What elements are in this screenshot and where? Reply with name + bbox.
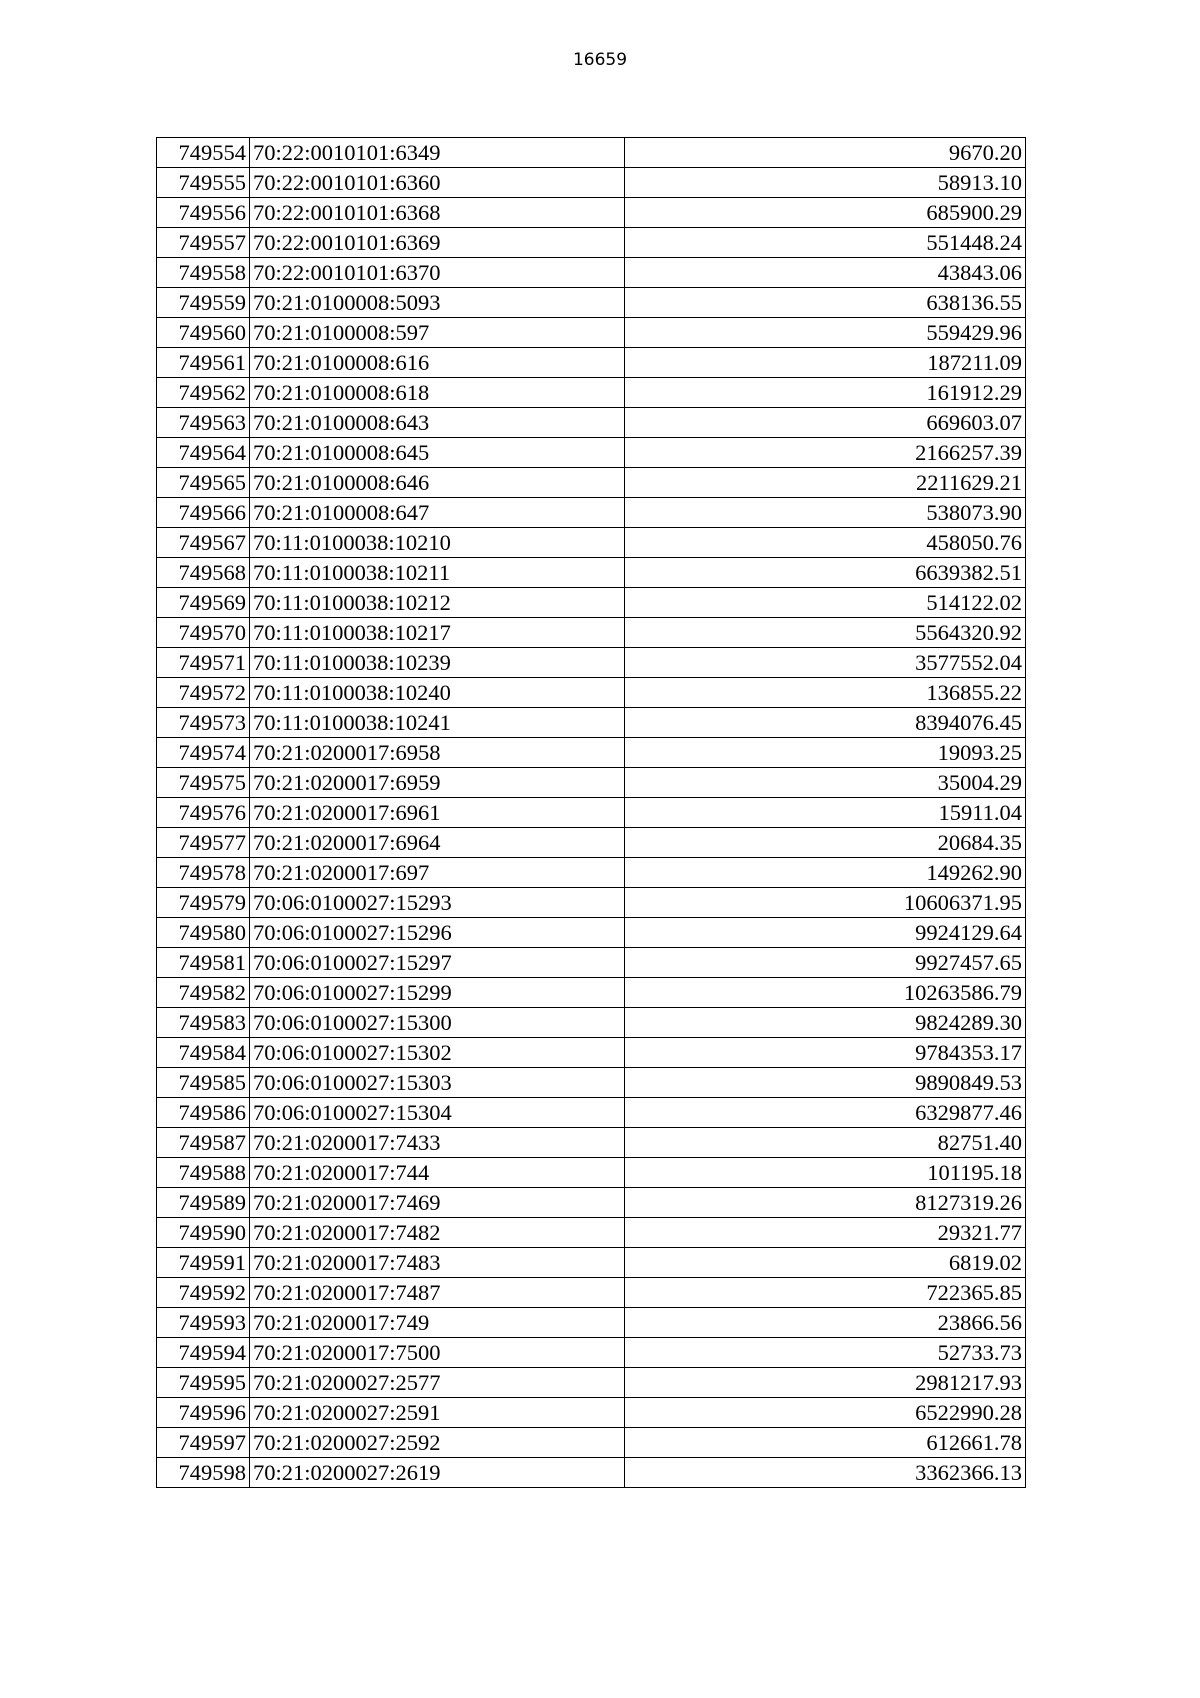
row-number-cell: 749598 [157, 1458, 250, 1488]
value-cell: 9824289.30 [625, 1008, 1026, 1038]
cadastral-number-cell: 70:06:0100027:15297 [250, 948, 625, 978]
value-cell: 9890849.53 [625, 1068, 1026, 1098]
table-row [157, 1458, 1026, 1488]
value-cell: 638136.55 [625, 288, 1026, 318]
cadastral-number-cell: 70:22:0010101:6368 [250, 198, 625, 228]
value-cell: 58913.10 [625, 168, 1026, 198]
row-number-cell: 749570 [157, 618, 250, 648]
value-cell: 19093.25 [625, 738, 1026, 768]
cadastral-number-cell: 70:21:0200017:7482 [250, 1218, 625, 1248]
cadastral-number-cell: 70:22:0010101:6369 [250, 228, 625, 258]
value-cell: 2166257.39 [625, 438, 1026, 468]
cadastral-number-cell: 70:21:0200017:7433 [250, 1128, 625, 1158]
table-row [157, 408, 1026, 438]
value-cell: 9924129.64 [625, 918, 1026, 948]
value-cell: 6639382.51 [625, 558, 1026, 588]
row-number-cell: 749556 [157, 198, 250, 228]
table-row [157, 318, 1026, 348]
row-number-cell: 749588 [157, 1158, 250, 1188]
row-number-cell: 749558 [157, 258, 250, 288]
table-row [157, 1248, 1026, 1278]
row-number-cell: 749565 [157, 468, 250, 498]
value-cell: 9927457.65 [625, 948, 1026, 978]
value-cell: 514122.02 [625, 588, 1026, 618]
table-row [157, 828, 1026, 858]
table-row [157, 798, 1026, 828]
row-number-cell: 749554 [157, 138, 250, 168]
row-number-cell: 749595 [157, 1368, 250, 1398]
table-row [157, 678, 1026, 708]
row-number-cell: 749574 [157, 738, 250, 768]
value-cell: 5564320.92 [625, 618, 1026, 648]
row-number-cell: 749561 [157, 348, 250, 378]
value-cell: 8394076.45 [625, 708, 1026, 738]
cadastral-number-cell: 70:21:0200017:7500 [250, 1338, 625, 1368]
table-row [157, 978, 1026, 1008]
table-row [157, 228, 1026, 258]
row-number-cell: 749578 [157, 858, 250, 888]
value-cell: 458050.76 [625, 528, 1026, 558]
value-cell: 101195.18 [625, 1158, 1026, 1188]
cadastral-number-cell: 70:11:0100038:10212 [250, 588, 625, 618]
value-cell: 685900.29 [625, 198, 1026, 228]
cadastral-number-cell: 70:21:0200017:744 [250, 1158, 625, 1188]
value-cell: 538073.90 [625, 498, 1026, 528]
row-number-cell: 749566 [157, 498, 250, 528]
row-number-cell: 749586 [157, 1098, 250, 1128]
table-row [157, 1188, 1026, 1218]
value-cell: 9784353.17 [625, 1038, 1026, 1068]
cadastral-number-cell: 70:22:0010101:6360 [250, 168, 625, 198]
row-number-cell: 749571 [157, 648, 250, 678]
table-row [157, 1308, 1026, 1338]
table-row [157, 558, 1026, 588]
value-cell: 9670.20 [625, 138, 1026, 168]
row-number-cell: 749557 [157, 228, 250, 258]
row-number-cell: 749568 [157, 558, 250, 588]
table-row [157, 768, 1026, 798]
value-cell: 23866.56 [625, 1308, 1026, 1338]
row-number-cell: 749575 [157, 768, 250, 798]
row-number-cell: 749592 [157, 1278, 250, 1308]
row-number-cell: 749577 [157, 828, 250, 858]
value-cell: 8127319.26 [625, 1188, 1026, 1218]
cadastral-number-cell: 70:22:0010101:6370 [250, 258, 625, 288]
table-row [157, 198, 1026, 228]
value-cell: 10606371.95 [625, 888, 1026, 918]
table-row [157, 1218, 1026, 1248]
cadastral-number-cell: 70:06:0100027:15296 [250, 918, 625, 948]
cadastral-number-cell: 70:11:0100038:10211 [250, 558, 625, 588]
cadastral-number-cell: 70:06:0100027:15304 [250, 1098, 625, 1128]
cadastral-number-cell: 70:11:0100038:10239 [250, 648, 625, 678]
row-number-cell: 749573 [157, 708, 250, 738]
table-row [157, 168, 1026, 198]
table-row [157, 438, 1026, 468]
row-number-cell: 749564 [157, 438, 250, 468]
row-number-cell: 749587 [157, 1128, 250, 1158]
cadastral-number-cell: 70:06:0100027:15299 [250, 978, 625, 1008]
table-row [157, 1278, 1026, 1308]
cadastral-number-cell: 70:21:0100008:616 [250, 348, 625, 378]
value-cell: 149262.90 [625, 858, 1026, 888]
cadastral-number-cell: 70:11:0100038:10240 [250, 678, 625, 708]
row-number-cell: 749572 [157, 678, 250, 708]
row-number-cell: 749567 [157, 528, 250, 558]
cadastral-number-cell: 70:21:0200017:6958 [250, 738, 625, 768]
cadastral-number-cell: 70:21:0200017:7469 [250, 1188, 625, 1218]
value-cell: 2211629.21 [625, 468, 1026, 498]
cadastral-number-cell: 70:11:0100038:10217 [250, 618, 625, 648]
row-number-cell: 749579 [157, 888, 250, 918]
page-number: 16659 [572, 50, 628, 70]
value-cell: 52733.73 [625, 1338, 1026, 1368]
row-number-cell: 749585 [157, 1068, 250, 1098]
table-row [157, 708, 1026, 738]
value-cell: 6522990.28 [625, 1398, 1026, 1428]
row-number-cell: 749563 [157, 408, 250, 438]
cadastral-number-cell: 70:21:0200017:7487 [250, 1278, 625, 1308]
cadastral-number-cell: 70:21:0100008:645 [250, 438, 625, 468]
cadastral-number-cell: 70:21:0200017:6959 [250, 768, 625, 798]
value-cell: 6819.02 [625, 1248, 1026, 1278]
table-row [157, 1338, 1026, 1368]
value-cell: 10263586.79 [625, 978, 1026, 1008]
value-cell: 551448.24 [625, 228, 1026, 258]
table-row [157, 948, 1026, 978]
row-number-cell: 749582 [157, 978, 250, 1008]
cadastral-number-cell: 70:21:0200017:697 [250, 858, 625, 888]
row-number-cell: 749584 [157, 1038, 250, 1068]
table-row [157, 378, 1026, 408]
cadastral-number-cell: 70:11:0100038:10241 [250, 708, 625, 738]
table-row [157, 138, 1026, 168]
cadastral-number-cell: 70:21:0200027:2591 [250, 1398, 625, 1428]
value-cell: 136855.22 [625, 678, 1026, 708]
value-cell: 669603.07 [625, 408, 1026, 438]
row-number-cell: 749597 [157, 1428, 250, 1458]
cadastral-number-cell: 70:21:0200027:2592 [250, 1428, 625, 1458]
row-number-cell: 749580 [157, 918, 250, 948]
row-number-cell: 749581 [157, 948, 250, 978]
cadastral-number-cell: 70:21:0200027:2577 [250, 1368, 625, 1398]
table-row [157, 1128, 1026, 1158]
table-row [157, 528, 1026, 558]
cadastral-number-cell: 70:21:0100008:618 [250, 378, 625, 408]
row-number-cell: 749569 [157, 588, 250, 618]
table-row [157, 918, 1026, 948]
value-cell: 161912.29 [625, 378, 1026, 408]
value-cell: 29321.77 [625, 1218, 1026, 1248]
table-row [157, 1398, 1026, 1428]
value-cell: 15911.04 [625, 798, 1026, 828]
value-cell: 3362366.13 [625, 1458, 1026, 1488]
value-cell: 82751.40 [625, 1128, 1026, 1158]
cadastral-number-cell: 70:06:0100027:15300 [250, 1008, 625, 1038]
cadastral-number-cell: 70:21:0100008:646 [250, 468, 625, 498]
value-cell: 43843.06 [625, 258, 1026, 288]
value-cell: 722365.85 [625, 1278, 1026, 1308]
table-row [157, 1008, 1026, 1038]
row-number-cell: 749555 [157, 168, 250, 198]
value-cell: 2981217.93 [625, 1368, 1026, 1398]
cadastre-table [156, 137, 1026, 1488]
cadastral-number-cell: 70:22:0010101:6349 [250, 138, 625, 168]
value-cell: 20684.35 [625, 828, 1026, 858]
table-body [157, 138, 1026, 1488]
row-number-cell: 749559 [157, 288, 250, 318]
value-cell: 559429.96 [625, 318, 1026, 348]
value-cell: 187211.09 [625, 348, 1026, 378]
value-cell: 6329877.46 [625, 1098, 1026, 1128]
row-number-cell: 749576 [157, 798, 250, 828]
cadastral-number-cell: 70:21:0100008:643 [250, 408, 625, 438]
table-row [157, 618, 1026, 648]
cadastral-number-cell: 70:21:0200017:7483 [250, 1248, 625, 1278]
table-row [157, 648, 1026, 678]
table-row [157, 258, 1026, 288]
cadastral-number-cell: 70:11:0100038:10210 [250, 528, 625, 558]
table-row [157, 738, 1026, 768]
table-row [157, 588, 1026, 618]
cadastral-number-cell: 70:21:0200027:2619 [250, 1458, 625, 1488]
table-row [157, 888, 1026, 918]
cadastral-number-cell: 70:21:0100008:647 [250, 498, 625, 528]
cadastral-number-cell: 70:21:0200017:6964 [250, 828, 625, 858]
value-cell: 3577552.04 [625, 648, 1026, 678]
cadastral-number-cell: 70:21:0100008:5093 [250, 288, 625, 318]
table-row [157, 858, 1026, 888]
table-row [157, 1068, 1026, 1098]
cadastral-number-cell: 70:06:0100027:15302 [250, 1038, 625, 1068]
table-row [157, 288, 1026, 318]
row-number-cell: 749591 [157, 1248, 250, 1278]
row-number-cell: 749596 [157, 1398, 250, 1428]
row-number-cell: 749593 [157, 1308, 250, 1338]
value-cell: 612661.78 [625, 1428, 1026, 1458]
row-number-cell: 749562 [157, 378, 250, 408]
row-number-cell: 749590 [157, 1218, 250, 1248]
table-row [157, 1038, 1026, 1068]
table-row [157, 1368, 1026, 1398]
cadastral-number-cell: 70:21:0200017:6961 [250, 798, 625, 828]
cadastral-number-cell: 70:06:0100027:15303 [250, 1068, 625, 1098]
row-number-cell: 749589 [157, 1188, 250, 1218]
value-cell: 35004.29 [625, 768, 1026, 798]
table-row [157, 1428, 1026, 1458]
row-number-cell: 749594 [157, 1338, 250, 1368]
table-row [157, 1158, 1026, 1188]
table-row [157, 498, 1026, 528]
cadastral-number-cell: 70:21:0100008:597 [250, 318, 625, 348]
row-number-cell: 749583 [157, 1008, 250, 1038]
cadastral-number-cell: 70:21:0200017:749 [250, 1308, 625, 1338]
table-row [157, 468, 1026, 498]
row-number-cell: 749560 [157, 318, 250, 348]
cadastral-number-cell: 70:06:0100027:15293 [250, 888, 625, 918]
table-row [157, 1098, 1026, 1128]
table-row [157, 348, 1026, 378]
